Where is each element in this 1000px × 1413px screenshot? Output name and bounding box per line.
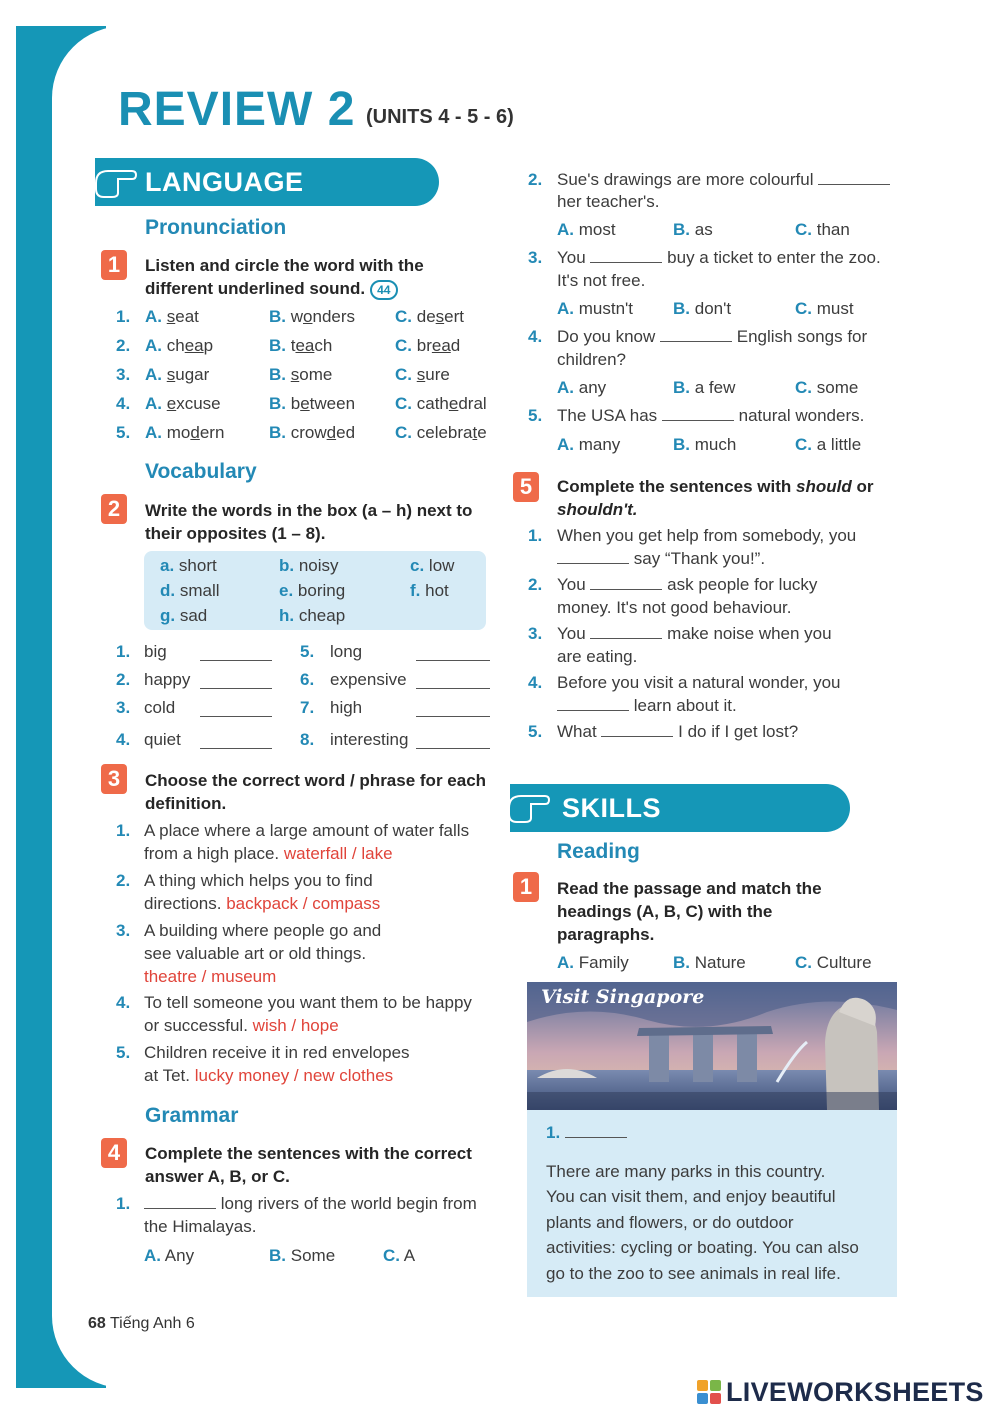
language-banner	[95, 158, 439, 206]
definition-choice[interactable]: backpack / compass	[226, 894, 381, 913]
word-box-item: e. boring	[279, 581, 346, 600]
word-box-item: c. low	[410, 556, 455, 575]
reading-heading-c: C. Culture	[795, 953, 872, 972]
exercise-number: 4	[101, 1138, 127, 1168]
grammar-option-c[interactable]: C. some	[795, 378, 859, 397]
exercise-instruction: Listen and circle the word with the different underlined sound. 44	[145, 256, 424, 298]
page-title: REVIEW 2	[118, 83, 356, 136]
pronunciation-option-c[interactable]: C. celebrate	[395, 423, 487, 442]
exercise-instruction: Complete the sentences with the correct answer A, B, or C.	[145, 1144, 472, 1186]
grammar-option-b[interactable]: B. as	[673, 220, 713, 239]
answer-blank[interactable]	[557, 548, 629, 564]
should-item-3: 3. You make noise when you	[528, 624, 832, 643]
pronunciation-item-number: 2.	[116, 336, 131, 355]
answer-blank[interactable]	[416, 645, 490, 661]
answer-blank[interactable]	[144, 1193, 216, 1209]
pronunciation-item-number: 5.	[116, 423, 131, 442]
pronunciation-option-a[interactable]: A. seat	[145, 307, 199, 326]
passage-line: go to the zoo to see animals in real life.	[546, 1263, 841, 1283]
reading-heading: Reading	[557, 840, 640, 863]
definition-text: directions. backpack / compass	[144, 894, 381, 913]
answer-blank[interactable]	[590, 247, 662, 263]
vocabulary-item: 1. big	[116, 641, 130, 663]
skills-banner-label: SKILLS	[562, 793, 662, 823]
grammar-question-5: 5. The USA has natural wonders.	[528, 406, 865, 425]
passage-line: activities: cycling or boating. You can also	[546, 1238, 859, 1258]
passage-line: There are many parks in this country.	[546, 1162, 826, 1181]
definition-text: from a high place. waterfall / lake	[144, 844, 393, 863]
page-footer: 68 Tiếng Anh 6	[88, 1315, 195, 1332]
exercise-number: 3	[101, 764, 127, 794]
grammar-option-c[interactable]: C. a little	[795, 435, 862, 454]
passage-line: You can visit them, and enjoy beautiful	[546, 1187, 836, 1207]
definition-choice[interactable]: theatre / museum	[144, 967, 277, 986]
definition-number: 5.	[116, 1043, 131, 1062]
exercise-instruction: Read the passage and match the headings (A, B, C) with the paragraphs.	[557, 879, 822, 944]
answer-blank[interactable]	[662, 405, 734, 421]
grammar-option-a[interactable]: A. most	[557, 220, 616, 239]
pronunciation-option-a[interactable]: A. excuse	[145, 394, 221, 413]
answer-blank[interactable]	[590, 574, 662, 590]
should-item-2: 2. You ask people for lucky	[528, 575, 818, 594]
definition-text: at Tet. lucky money / new clothes	[144, 1066, 394, 1085]
paragraph-number: 1.	[546, 1122, 627, 1144]
grammar-option-c[interactable]: C. must	[795, 299, 854, 318]
definition-text: A place where a large amount of water falls	[144, 821, 470, 840]
pronunciation-heading: Pronunciation	[145, 216, 287, 239]
pronunciation-option-a[interactable]: A. cheap	[145, 336, 214, 355]
exercise-number: 5	[513, 472, 539, 502]
answer-blank[interactable]	[200, 673, 272, 689]
vocabulary-item: 8. interesting	[300, 729, 314, 751]
definition-text: A building where people go and	[144, 921, 382, 940]
definition-text: see valuable art or old things.	[144, 944, 367, 963]
vocabulary-item: 4. quiet	[116, 729, 130, 751]
pronunciation-option-c[interactable]: C. sure	[395, 365, 450, 384]
grammar-question-4-cont: children?	[557, 350, 626, 369]
word-box-item: g. sad	[160, 606, 208, 625]
vocabulary-item: 7. high	[300, 697, 314, 719]
word-box-item: h. cheap	[279, 606, 346, 625]
answer-blank[interactable]	[416, 701, 490, 717]
definition-number: 2.	[116, 871, 131, 890]
grammar-question-2: 2. Sue's drawings are more colourful	[528, 169, 542, 191]
brand-name: LIVEWORKSHEETS	[726, 1377, 984, 1407]
grammar-question-1: 1. long rivers of the world begin from	[116, 1194, 477, 1213]
grammar-option-c[interactable]: C. than	[795, 220, 850, 239]
grammar-question-3-cont: It's not free.	[557, 271, 646, 290]
vocabulary-heading: Vocabulary	[145, 460, 257, 483]
exercise-number: 2	[101, 494, 127, 524]
liveworksheets-logo-icon	[696, 1379, 722, 1405]
definition-text: A thing which helps you to find	[144, 871, 373, 890]
reading-heading-a: A. Family	[557, 953, 629, 972]
grammar-option-b[interactable]: B. a few	[673, 378, 736, 397]
exercise-instruction: Write the words in the box (a – h) next to their opposites (1 – 8).	[145, 501, 473, 543]
word-box-item: d. small	[160, 581, 220, 600]
definition-choice[interactable]: wish / hope	[252, 1016, 339, 1035]
reading-heading-b: B. Nature	[673, 953, 746, 972]
word-box-item: b. noisy	[279, 556, 339, 575]
answer-blank[interactable]	[590, 623, 662, 639]
answer-blank[interactable]	[557, 695, 629, 711]
grammar-question-2-cont: her teacher's.	[557, 192, 660, 211]
definition-number: 4.	[116, 993, 131, 1012]
should-item-4: 4. Before you visit a natural wonder, you	[528, 673, 841, 692]
grammar-heading: Grammar	[145, 1104, 239, 1127]
definition-text: To tell someone you want them to be happy	[144, 993, 472, 1012]
pronunciation-option-c[interactable]: C. cathedral	[395, 394, 487, 413]
photo-caption: Visit Singapore	[541, 986, 705, 1008]
exercise-instruction: Choose the correct word / phrase for each definition.	[145, 771, 487, 813]
skills-banner	[510, 784, 850, 832]
pronunciation-item-number: 3.	[116, 365, 131, 384]
pointing-hand-icon	[92, 163, 138, 201]
answer-blank[interactable]	[200, 701, 272, 717]
pronunciation-option-a[interactable]: A. modern	[145, 423, 225, 442]
answer-blank[interactable]	[200, 645, 272, 661]
pronunciation-option-b[interactable]: B. crowded	[269, 423, 356, 442]
grammar-question-4: 4. Do you know English songs for	[528, 327, 868, 346]
grammar-option-b[interactable]: B. much	[673, 435, 737, 454]
grammar-question-1-cont: the Himalayas.	[144, 1217, 257, 1236]
vocabulary-item: 6. expensive	[300, 669, 314, 691]
definition-text: or successful. wish / hope	[144, 1016, 339, 1035]
pointing-hand-icon	[505, 788, 551, 826]
pronunciation-option-c[interactable]: C. bread	[395, 336, 461, 355]
answer-blank[interactable]	[416, 673, 490, 689]
pronunciation-option-b[interactable]: B. teach	[269, 336, 333, 355]
answer-blank[interactable]	[601, 721, 673, 737]
grammar-option-a[interactable]: A. many	[557, 435, 621, 454]
grammar-option-a[interactable]: A. mustn't	[557, 299, 633, 318]
pronunciation-option-c[interactable]: C. desert	[395, 307, 464, 326]
pronunciation-item-number: 4.	[116, 394, 131, 413]
definition-choice[interactable]: lucky money / new clothes	[194, 1066, 394, 1085]
grammar-option-b[interactable]: B. Some	[269, 1246, 336, 1265]
exercise-instruction: Complete the sentences with should or shouldn't.	[557, 477, 874, 519]
vocabulary-item: 5. long	[300, 641, 314, 663]
definition-text: Children receive it in red envelopes	[144, 1043, 410, 1062]
grammar-option-c[interactable]: C. A	[383, 1246, 416, 1265]
grammar-question-3: 3. You buy a ticket to enter the zoo.	[528, 248, 881, 267]
answer-blank[interactable]	[200, 733, 272, 749]
definition-number: 3.	[116, 921, 131, 940]
vocabulary-item: 2. happy	[116, 669, 130, 691]
language-banner-label: LANGUAGE	[145, 167, 304, 197]
grammar-option-a[interactable]: A. any	[557, 378, 607, 397]
should-item-1: 1. When you get help from somebody, you	[528, 526, 857, 545]
pronunciation-item-number: 1.	[116, 307, 131, 326]
pronunciation-option-b[interactable]: B. wonders	[269, 307, 356, 326]
definition-number: 1.	[116, 821, 131, 840]
pronunciation-option-a[interactable]: A. sugar	[145, 365, 210, 384]
vocabulary-item: 3. cold	[116, 697, 130, 719]
word-box-item: a. short	[160, 556, 217, 575]
answer-blank[interactable]	[416, 733, 490, 749]
exercise-number: 1	[101, 250, 127, 280]
pronunciation-option-b[interactable]: B. some	[269, 365, 333, 384]
audio-icon[interactable]: 44	[370, 280, 398, 300]
grammar-option-a[interactable]: A. Any	[144, 1246, 195, 1265]
page-subtitle: (UNITS 4 - 5 - 6)	[366, 106, 514, 128]
passage-line: plants and flowers, or do outdoor	[546, 1212, 794, 1232]
answer-blank[interactable]	[660, 326, 732, 342]
pronunciation-option-b[interactable]: B. between	[269, 394, 356, 413]
exercise-number: 1	[513, 872, 539, 902]
definition-choice[interactable]: waterfall / lake	[283, 844, 393, 863]
grammar-option-b[interactable]: B. don't	[673, 299, 732, 318]
answer-blank[interactable]	[565, 1122, 627, 1138]
answer-blank[interactable]	[818, 169, 890, 185]
word-box-item: f. hot	[410, 581, 449, 600]
should-item-5: 5. What I do if I get lost?	[528, 722, 799, 741]
singapore-photo	[527, 982, 897, 1110]
